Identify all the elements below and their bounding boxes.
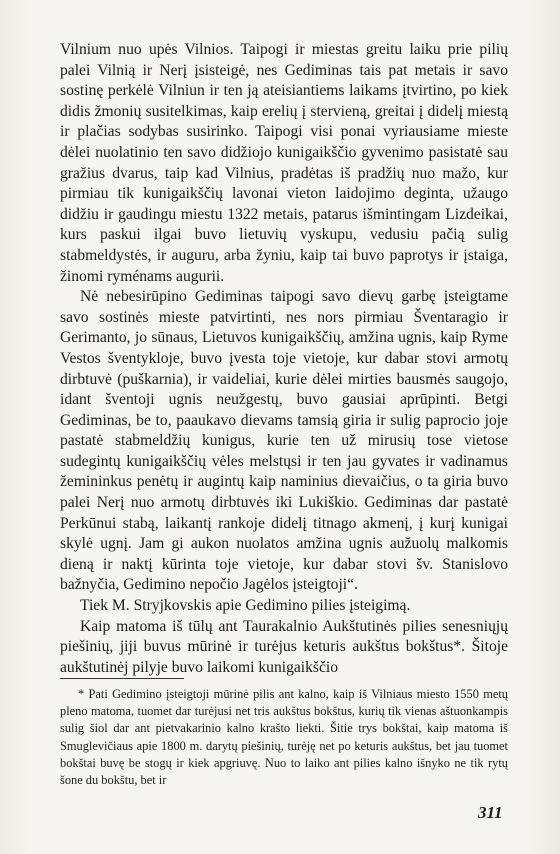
footnote (60, 686, 508, 789)
main-text (60, 40, 508, 678)
paragraph-1: Vilnium nuo upės Vilnios. Taipogi ir miestas greitu laiku prie pilių palei Vilnią ir Nerį įsisteigė, nes Gediminas tais pat metais ir savo sostinę perkėlė Vilniun ir ten ją ateisiantiems laikams įtvirtino, po kiek didis žmonių susitelkimas, kaip erelių į stervieną, greitai į didelį miestą ir plačias sodybas susirinko. Taipogi visi ponai vyriausiame mieste dėlei nuolatinio ten savo didžiojo kunigaikščio gyvenimo pasistatė sau gražius dvarus, taip kad Vilnius, pradėtas iš pradžių nuo mažo, kur pirmiau tik kunigaikščių lavonai vieton laidojimo deginta, užaugo didžiu ir gaudingu miestu 1322 metais, patarus išmintingam Lizdeikai, kurs paskui ilgai buvo lietuvių vyskupu, vedusiu pačią sulig stabmeldystės, ir auguru, arba žyniu, kaip tai buvo paprotys ir įstaiga, žinomi ryménams augurii. (60, 41, 508, 285)
footnote-divider (60, 678, 184, 679)
paragraph-3: Tiek M. Stryjkovskis apie Gedimino pilies įsteigimą. (80, 597, 411, 615)
paragraph-2: Nė nebesirūpino Gediminas taipogi savo dievų garbę įsteigtame savo sostinės mieste patvirtinti, nes nors pirmiau Šventaragio ir Gerimanto, jo sūnaus, Lietuvos kunigaikščių, amžina ugnis, kaip Ryme Vestos šventykloje, buvo įvesta toje vietoje, kur dabar stovi armotų dirbtuvė (puškarnia), ir vaideliai, kurie dėlei mirties bausmės saugojo, idant šventoji ugnis neužgestų, buvo gausiai aprūpinti. Betgi Gediminas, be to, paaukavo dievams tamsią giria ir sulig paprocio joje pastatė stabmeldžių kunigus, kurie ten už mirusių tose vietose sudegintų kunigaikščių vėles melstųsi ir ten jau gyvates ir vadinamus žemininkus penėtų ir augintų kaip naminius dievaičius, o ta giria buvo palei Nerį nuo armotų dirbtuvės iki Lukiškio. Gediminas dar pastatė Perkūnui stabą, laikantį rankoje didelį titnago akmenį, į kurį kunigai skylė ugnį. Jam gi aukon nuolatos amžina ugnis aužuolų malkomis dieną ir naktį kūrinta toje vietoje, kur dabar stovi šv. Stanislovo bažnyčia, Gedimino nepočio Jagėlos įsteigtoji“. (60, 288, 508, 594)
footnote-text: * Pati Gedimino įsteigtoji mūrinė pilis ant kalno, kaip iš Vilniaus miesto 1550 metų pleno matoma, tuomet dar turėjusi net tris aukštus bokštus, kurių tik vienas aštuonkampis sulig šiol dar ant pietvakarinio kalno krašto liekti. Šitie trys bokštai, kaip matoma iš Smuglevičiaus apie 1800 m. darytų piešinių, turėję net po keturis aukštus, bet jau tuomet bokštai buvę be stogų ir kiek apgriuvę. Nuo to laiko ant pilies kalno išnyko ne tik rytų šone du bokštu, bet ir (60, 687, 508, 788)
paragraph-4: Kaip matoma iš tūlų ant Taurakalnio Aukštutinės pilies senesniųjų piešinių, jiji buvus mūrinė ir turėjus keturis aukštus bokštus*. Šitoje aukštutinėj pilyje buvo laikomi kunigaikščio (60, 617, 508, 676)
page-number: 311 (478, 803, 503, 822)
